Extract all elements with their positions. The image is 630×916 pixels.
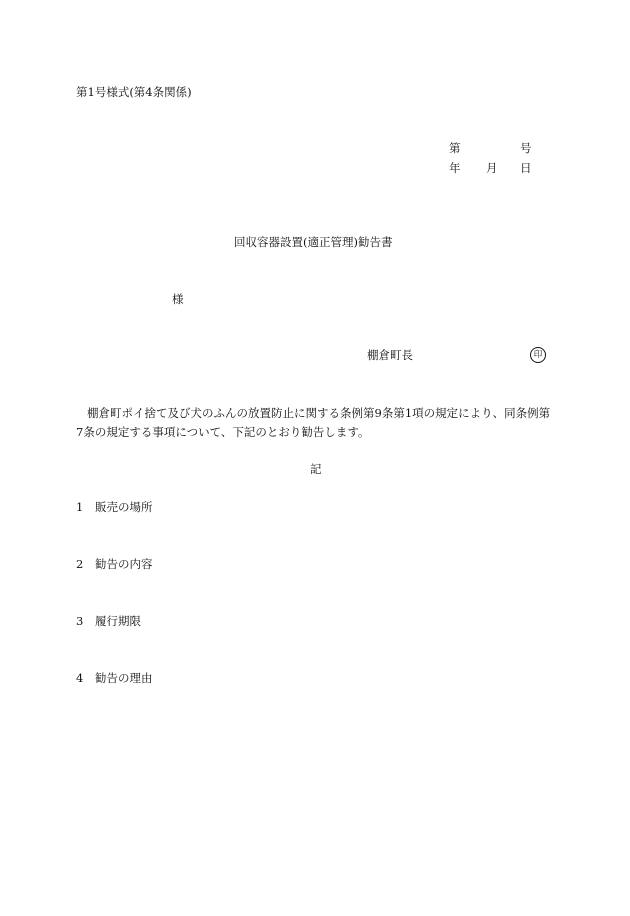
document-title: 回収容器設置(適正管理)勧告書 bbox=[234, 235, 393, 249]
item-number: 2 bbox=[76, 557, 84, 571]
body-paragraph: 棚倉町ポイ捨て及び犬のふんの放置防止に関する条例第9条第1項の規定により、同条例第7条の規定する事項について、下記のとおり勧告します。 bbox=[76, 406, 551, 439]
list-item bbox=[76, 613, 141, 629]
date-day-label: 日 bbox=[520, 161, 532, 175]
date-year-label: 年 bbox=[449, 161, 461, 175]
list-item bbox=[76, 556, 153, 572]
item-label: 勧告の内容 bbox=[95, 557, 153, 571]
item-label: 勧告の理由 bbox=[95, 671, 153, 685]
item-label: 販売の場所 bbox=[95, 500, 153, 514]
document-number-suffix: 号 bbox=[520, 141, 532, 155]
addressee-honorific: 様 bbox=[172, 292, 184, 306]
seal-icon: 印 bbox=[530, 347, 546, 363]
date-month-label: 月 bbox=[486, 161, 498, 175]
list-item bbox=[76, 499, 153, 515]
list-item bbox=[76, 670, 153, 686]
item-label: 履行期限 bbox=[95, 614, 141, 628]
form-number: 第1号様式(第4条関係) bbox=[76, 85, 192, 99]
item-number: 3 bbox=[76, 614, 84, 628]
item-number: 4 bbox=[76, 671, 84, 685]
ki-heading: 記 bbox=[310, 462, 322, 476]
issuer-name: 棚倉町長 bbox=[367, 348, 413, 362]
document-number-label: 第 bbox=[449, 141, 461, 155]
item-number: 1 bbox=[76, 500, 84, 514]
